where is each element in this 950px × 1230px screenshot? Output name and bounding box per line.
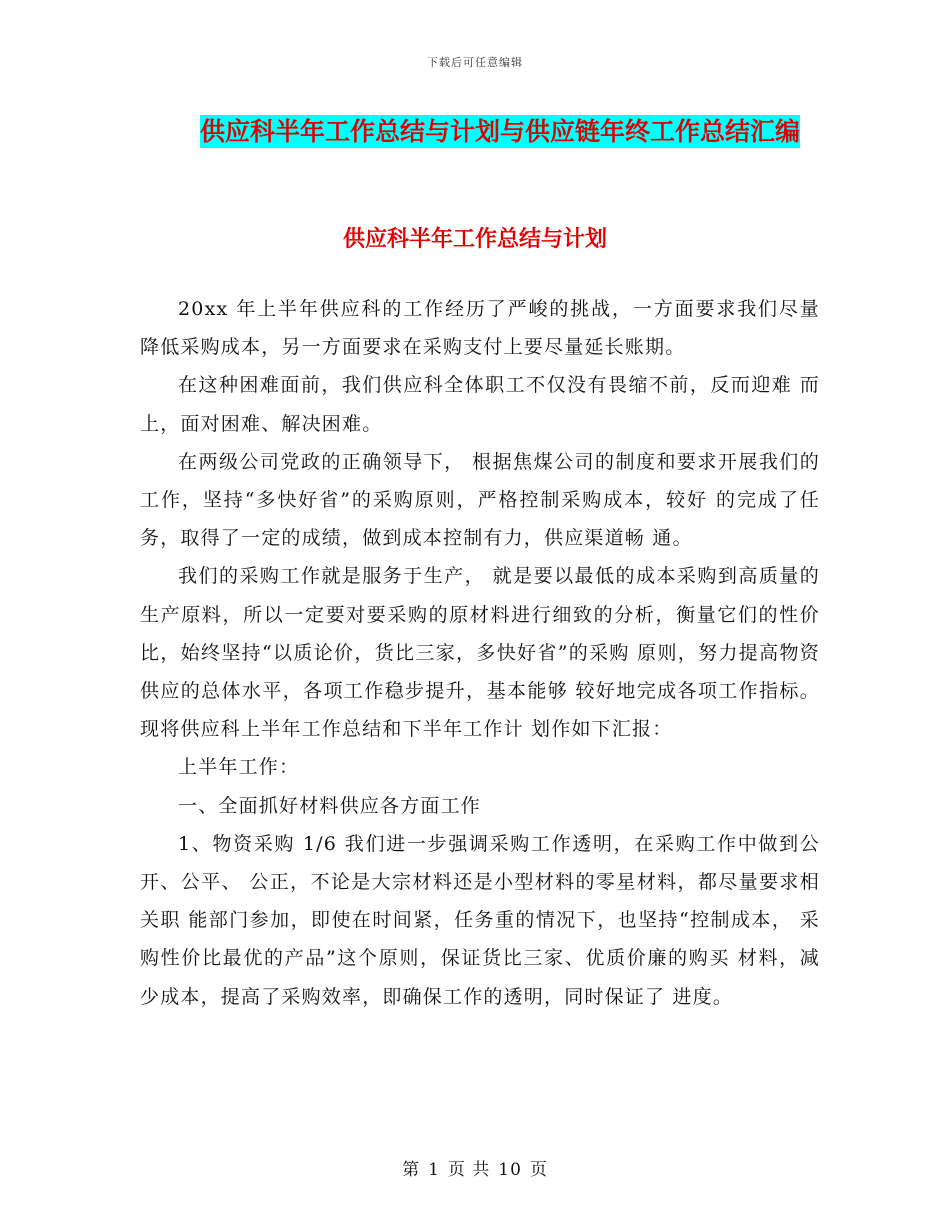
document-title-text: 供应科半年工作总结与计划与供应链年终工作总结汇编 xyxy=(199,117,800,146)
header-note: 下载后可任意编辑 xyxy=(427,56,523,69)
section-title: 供应科半年工作总结与计划 xyxy=(342,226,607,252)
paragraph: 在两级公司党政的正确领导下， 根据焦煤公司的制度和要求开展我们的工作，坚持“多快好省”的采购原则，严格控制采购成本，较好 的完成了任务，取得了一定的成绩，做到成本控制有力，供应渠道畅 通。 xyxy=(140,450,820,550)
paragraph: 在这种困难面前，我们供应科全体职工不仅没有畏缩不前，反而迎难 而上，面对困难、解决困难。 xyxy=(140,374,820,435)
footer-suffix: 页 xyxy=(529,1160,548,1180)
paragraph: 我们的采购工作就是服务于生产， 就是要以最低的成本采购到高质量的生产原料，所以一定要对要采购的原材料进行细致的分析，衡量它们的性价比，始终坚持“以质论价，货比三家，多快好省”的采购 原则，努力提高物资供应的总体水平，各项工作稳步提升，基本能够 较好地完成各项工作指标。现将供应科上半年工作总结和下半年工作计 划作如下汇报： xyxy=(140,565,820,741)
document-title xyxy=(190,112,810,152)
body-text xyxy=(140,290,820,1016)
paragraph: 一、全面抓好材料供应各方面工作 xyxy=(178,794,482,817)
footer-prefix: 第 xyxy=(402,1160,421,1180)
paragraph: 1、物资采购 1/6 我们进一步强调采购工作透明，在采购工作中做到公开、公平、 公正，不论是大宗材料还是小型材料的零星材料，都尽量要求相关职 能部门参加，即使在时间紧，任务重的情况下，也坚持“控制成本， 采购性价比最优的产品”这个原则，保证货比三家、优质价廉的购买 材料，减少成本，提高了采购效率，即确保工作的透明，同时保证了 进度。 xyxy=(140,832,820,1008)
footer-total-pages: 10 xyxy=(498,1160,522,1180)
paragraph: 上半年工作： xyxy=(178,756,300,779)
page-footer xyxy=(0,1155,950,1180)
footer-page-number: 1 xyxy=(428,1160,440,1180)
paragraph: 20xx 年上半年供应科的工作经历了严峻的挑战，一方面要求我们尽量降低采购成本，另一方面要求在采购支付上要尽量延长账期。 xyxy=(140,298,820,359)
footer-mid: 页 共 xyxy=(447,1160,491,1180)
